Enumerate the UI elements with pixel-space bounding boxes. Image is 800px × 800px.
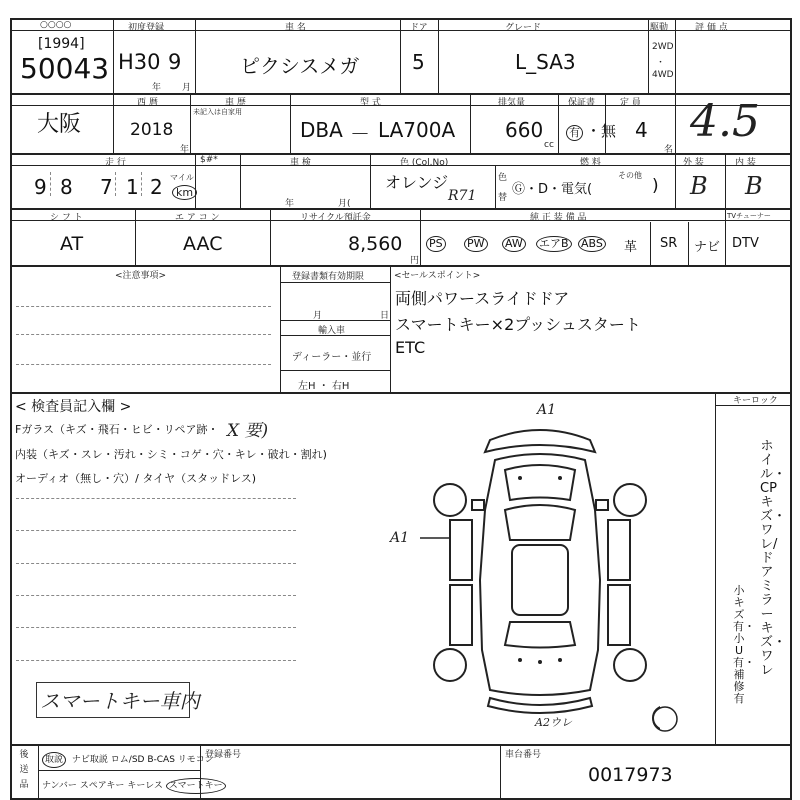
mileage-digit-2: 8	[60, 175, 73, 199]
keylock-label: キーロック	[733, 396, 778, 406]
handwritten-note: スマートキー車内	[40, 689, 200, 713]
displacement: 660	[505, 118, 544, 142]
first-reg-era: H30	[118, 50, 161, 74]
wheel-rear-left	[434, 649, 466, 681]
equipment-abs	[578, 236, 609, 252]
equipment-airbag	[536, 236, 575, 252]
western-label: 西 暦	[137, 98, 158, 108]
footer-item-spare-key: スペアキー	[79, 781, 125, 791]
car-mark-bottom: A2ウレ	[535, 716, 572, 729]
chassis-label: 車台番号	[505, 750, 542, 760]
interior-label: 内 装	[735, 158, 756, 168]
year-bracket: [1994]	[38, 36, 85, 52]
equipment-ps	[426, 236, 449, 252]
wheel-front-right	[614, 484, 646, 516]
equipment-pw	[464, 236, 491, 252]
interior-grade: B	[745, 172, 763, 200]
mileage-digit-5: 2	[150, 175, 163, 199]
model-prefix: DBA	[300, 118, 343, 142]
mileage-digit-1: 9	[34, 175, 47, 199]
registration-label: 登録書類有効期限	[292, 272, 365, 282]
wheel-front-left	[434, 484, 466, 516]
car-mark-a1-top: A1	[537, 402, 557, 418]
recycle-label: リサイクル預託金	[300, 213, 371, 223]
handle-label: 左H ・ 右H	[298, 381, 350, 392]
equipment-leather: 革	[624, 240, 638, 255]
mileage-digit-3: 7	[100, 175, 113, 199]
car-name: ピクシスメガ	[240, 54, 360, 78]
spare-tire-icon	[650, 704, 680, 734]
color-name: オレンジ	[385, 173, 449, 192]
color-code: R71	[448, 188, 477, 204]
glass-line: Fガラス（キズ・飛石・ヒビ・リペア跡・	[15, 423, 219, 436]
inspection-year-char: 年	[285, 199, 295, 209]
sales-point-3: ETC	[395, 338, 426, 357]
grade: L_SA3	[515, 50, 576, 74]
color-side-1: 色	[498, 173, 508, 183]
drive-2wd: 2WD	[652, 42, 674, 52]
reg-month-char: 月	[313, 311, 323, 321]
mile-label: マイル	[170, 173, 194, 182]
location: 大阪	[37, 112, 82, 137]
footer-item-rom-sd: ロム/SD	[110, 755, 145, 765]
reg-number-label: 登録番号	[205, 750, 242, 760]
inspection-month-char: 月(	[338, 199, 351, 209]
year-unit: 年	[180, 145, 190, 155]
footer-items-row2	[42, 778, 229, 794]
equipment-pw-label: PW	[464, 236, 488, 252]
footer-item-manual: 取説	[42, 752, 66, 768]
equipment-aw	[502, 236, 529, 252]
fuel-label: 燃 料	[580, 158, 601, 168]
car-body	[480, 454, 600, 695]
footer-item-plate: ナンバー	[42, 781, 77, 791]
equipment-aw-label: AW	[502, 236, 526, 252]
shift: AT	[60, 233, 84, 255]
year-western: 2018	[130, 120, 174, 140]
fuel-other: その他	[618, 171, 642, 180]
notes-label: <注意事項>	[115, 271, 167, 281]
first-reg-month-char: 月	[182, 83, 192, 93]
import-label: 輸入車	[318, 326, 346, 336]
color-label: 色 (Col.No)	[400, 158, 449, 168]
displacement-label: 排気量	[498, 98, 526, 108]
fuel-options: Ⓖ・D・電気(	[512, 182, 593, 197]
mileage-label: 走 行	[105, 158, 126, 168]
inspection-label: 車 検	[290, 158, 311, 168]
dealer-label: ディーラー・並行	[292, 352, 372, 363]
air-conditioner: AAC	[183, 233, 223, 255]
car-diagram	[420, 400, 660, 730]
grade-label: グレード	[505, 23, 542, 33]
chassis-number: 0017973	[588, 764, 673, 786]
dollar-label: $#*	[200, 155, 218, 165]
front-bumper	[485, 430, 595, 452]
history-sub: 未記入は自家用	[193, 108, 242, 116]
equipment-sr: SR	[660, 236, 678, 251]
rating-label: 評 価 点	[695, 23, 728, 33]
warranty-sep: ・無	[586, 122, 617, 140]
mileage-digit-4: 1	[126, 175, 139, 199]
footer-item-bcas: B-CAS	[147, 755, 175, 765]
equipment-navi: ナビ	[694, 240, 721, 255]
door-count: 5	[412, 50, 425, 74]
ac-label: エ ア コ ン	[175, 213, 220, 223]
car-mark-a1-side: A1	[390, 530, 410, 546]
drive-dot: ・	[656, 58, 666, 68]
equipment-abs-label: ABS	[578, 236, 606, 252]
km-label: km	[172, 185, 197, 200]
model-label: 型 式	[360, 98, 381, 108]
tuner-label: TVチューナー	[727, 212, 771, 220]
exterior-label: 外 装	[683, 158, 704, 168]
first-reg-year-char: 年	[152, 83, 162, 93]
sales-points-label: <セールスポイント>	[394, 271, 481, 281]
drive-4wd: 4WD	[652, 70, 674, 80]
sales-point-2: スマートキー×2プッシュスタート	[395, 315, 641, 334]
glass-mark: X 要)	[227, 421, 269, 441]
rating-score: 4.5	[690, 96, 760, 147]
side-note-1: ホイル・CPキズ・ワレ/ドアミラーキズ・ワレ	[760, 439, 787, 678]
equipment-airbag-label: エアB	[536, 236, 572, 252]
fuel-close: )	[652, 176, 659, 196]
drive-label: 駆動	[650, 23, 669, 33]
history-label: 車 歴	[225, 98, 246, 108]
color-side-2: 替	[498, 193, 508, 203]
equipment-label: 純 正 装 備 品	[530, 213, 587, 223]
capacity-unit: 名	[664, 145, 674, 155]
inspector-title: < 検査員記入欄 >	[15, 399, 132, 415]
footer-item-keyless: キーレス	[127, 781, 163, 791]
sales-point-1: 両側パワースライドドア	[395, 289, 570, 308]
audio-line: オーディオ（無し・穴）/ タイヤ（スタッドレス)	[15, 472, 257, 485]
corner-label: ○○○○	[40, 20, 72, 30]
exterior-grade: B	[690, 172, 708, 200]
footer-item-navi-manual: ナビ取説	[71, 755, 108, 765]
rear-bumper	[488, 698, 592, 713]
shift-label: シ フ ト	[50, 213, 83, 223]
model-code: LA700A	[378, 118, 456, 142]
model-dash: －	[350, 122, 370, 146]
reg-day-char: 日	[380, 311, 390, 321]
cc-unit: cc	[544, 140, 554, 150]
equipment-dtv: DTV	[732, 236, 759, 251]
warranty-yes: 有	[566, 125, 583, 141]
capacity-label: 定 員	[620, 98, 641, 108]
car-name-label: 車 名	[285, 23, 306, 33]
after-label: 後 送 品	[19, 750, 29, 790]
warranty	[566, 120, 616, 141]
first-reg-month: 9	[168, 50, 182, 74]
first-reg-label: 初度登録	[128, 23, 165, 33]
yen-unit: 円	[410, 256, 420, 266]
footer-item-remote: リモコン	[177, 755, 214, 765]
equipment-ps-label: PS	[426, 236, 446, 252]
door-label: ドア	[410, 23, 428, 33]
warranty-label: 保証書	[568, 98, 596, 108]
recycle-amount: 8,560	[348, 233, 403, 255]
side-note-2: 小キズ有・小U有・補修有	[733, 584, 755, 705]
interior-line: 内装（キズ・スレ・汚れ・シミ・コゲ・穴・キレ・破れ・割れ)	[15, 448, 327, 461]
wheel-rear-right	[614, 649, 646, 681]
capacity: 4	[635, 118, 648, 142]
footer-item-smart-key: スマートキー	[166, 778, 226, 794]
footer-items-row1	[42, 752, 214, 768]
lot-number: 50043	[20, 52, 110, 85]
